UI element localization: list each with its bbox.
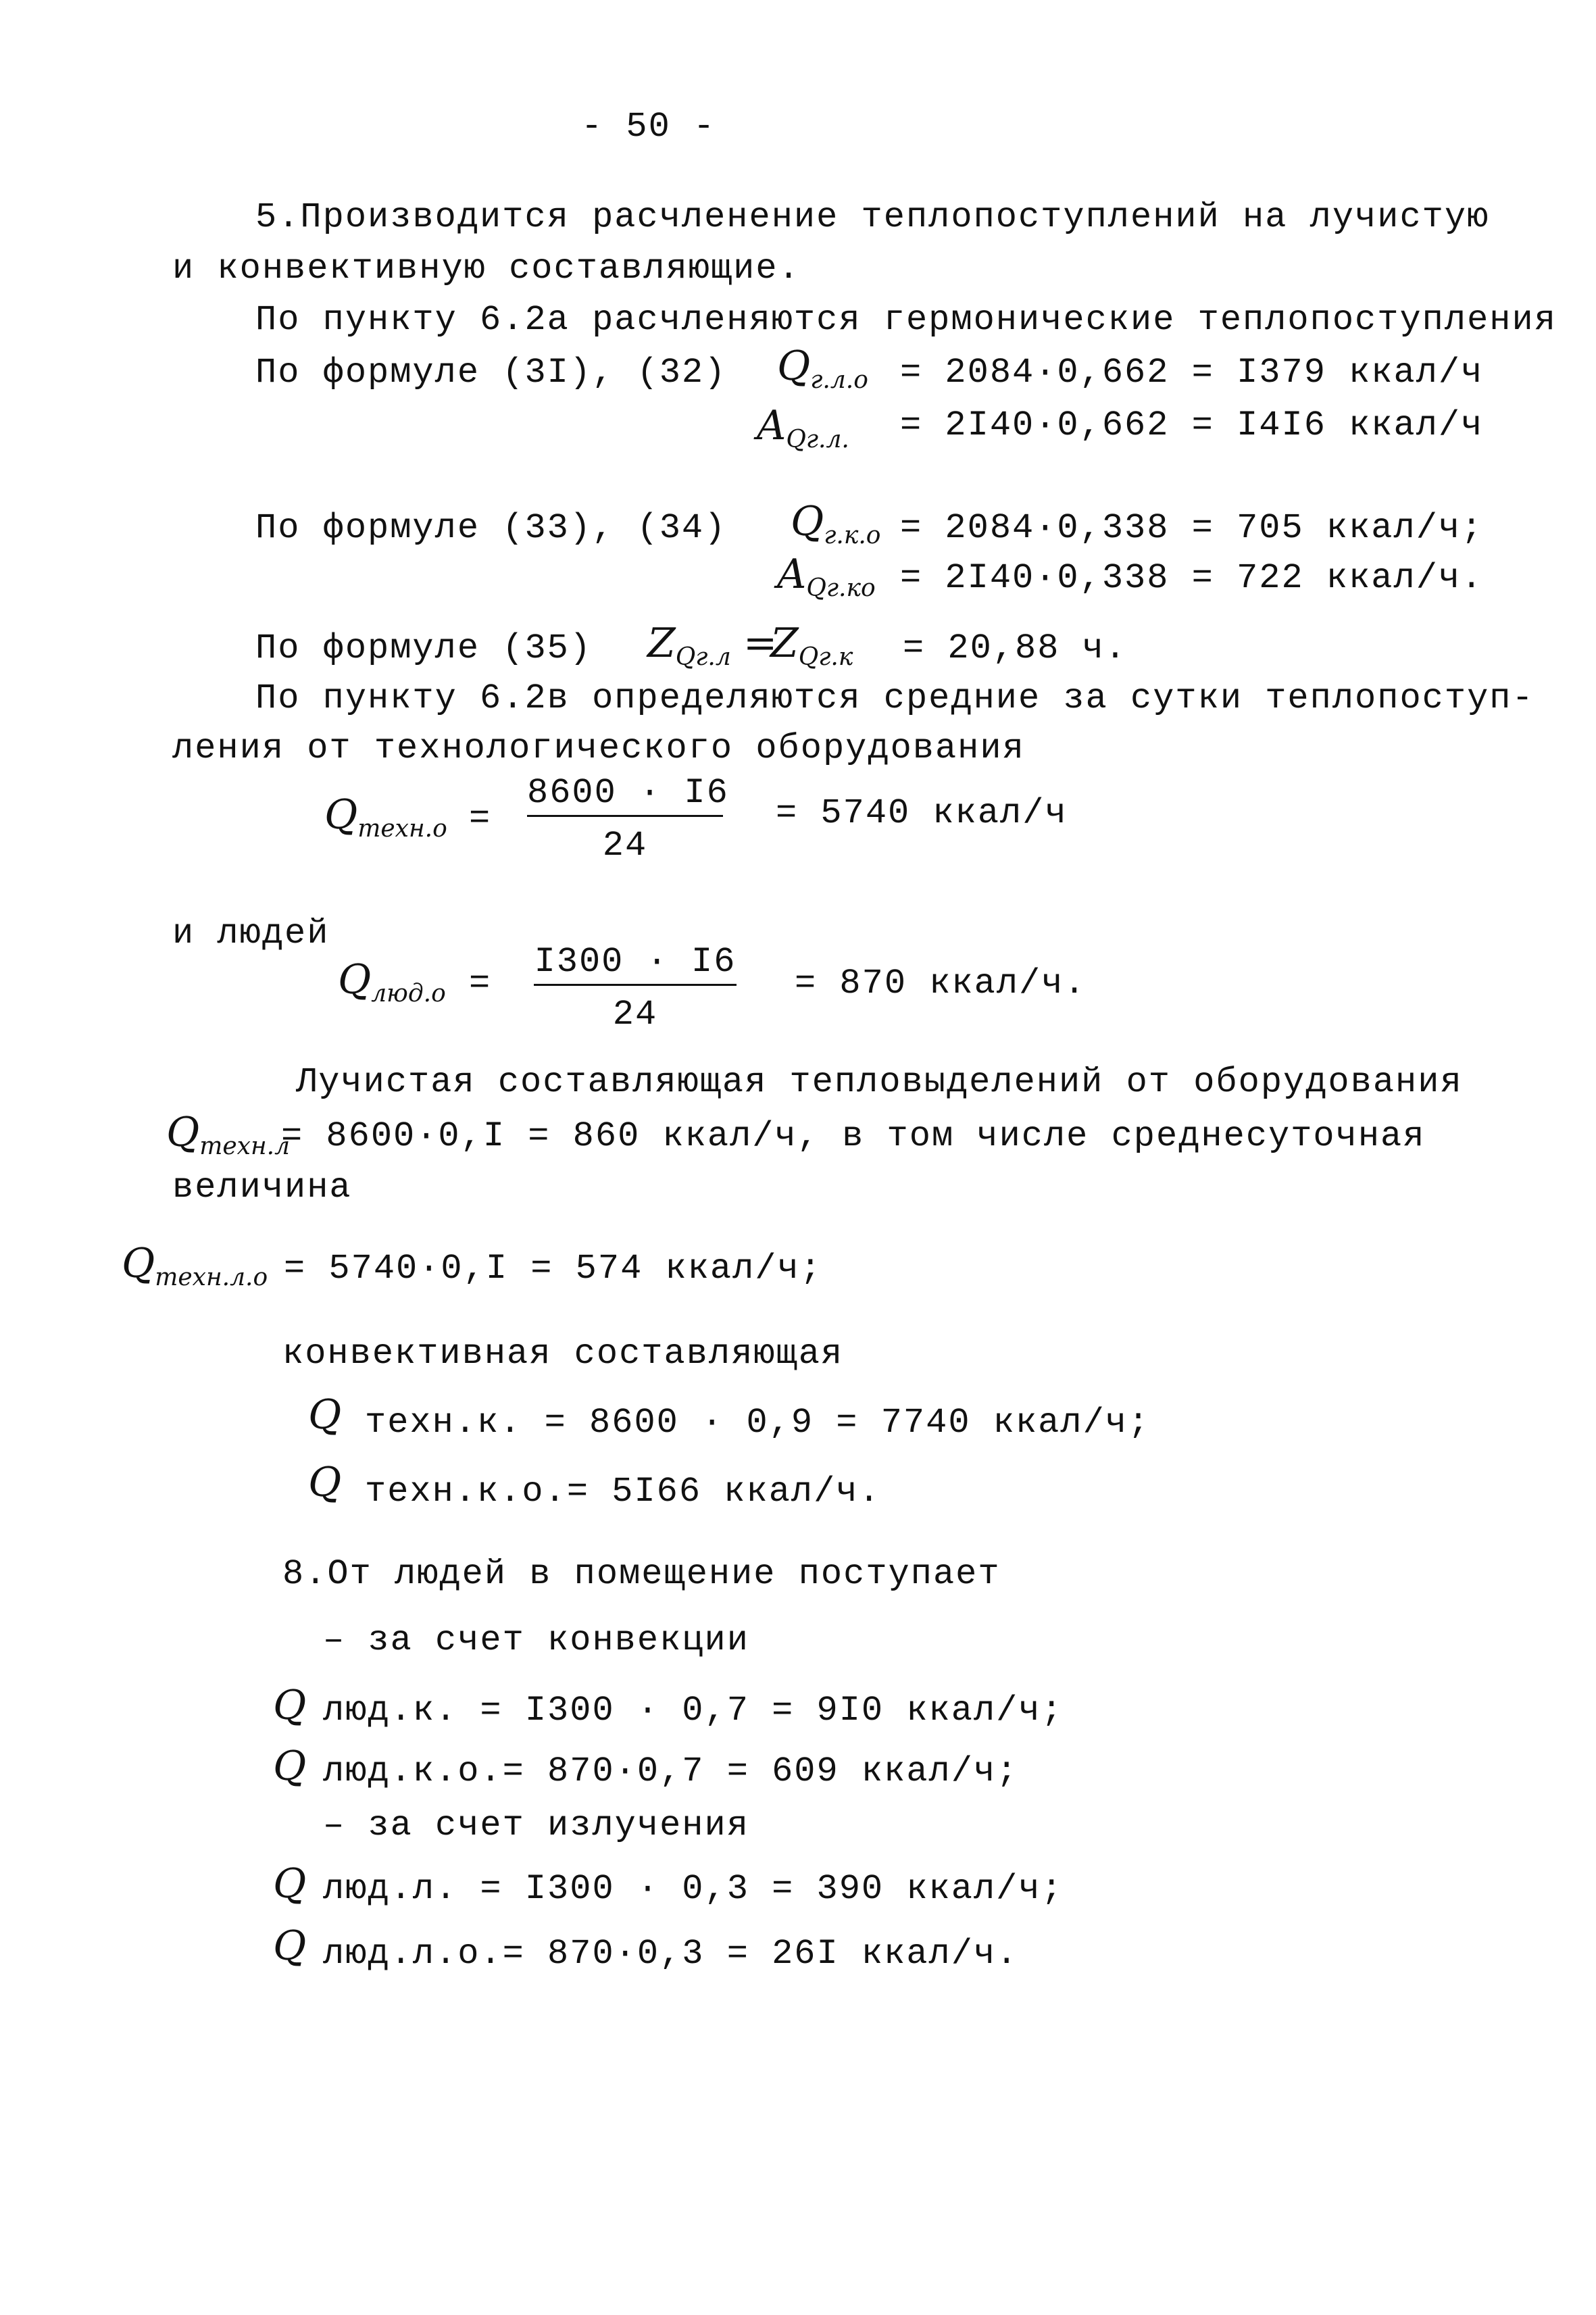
- people-fraction-result: = 870 ккал/ч.: [795, 964, 1087, 1003]
- para5-line3: По пункту 6.2а расчленяются гермонические теплопоступления: [255, 300, 1557, 340]
- formula-35-expression: = 20,88 ч.: [903, 628, 1128, 668]
- convective-row1: техн.к. = 8600 · 0,9 = 7740 ккал/ч;: [365, 1403, 1151, 1443]
- q-tech-lo-symbol: $Q_{техн.л.о}$: [122, 1240, 268, 1291]
- q-tech-ko-symbol: Q: [308, 1459, 342, 1506]
- convection-row1: люд.к. = I300 · 0,7 = 9I0 ккал/ч;: [323, 1691, 1064, 1731]
- and-people-label: и людей: [172, 914, 330, 953]
- z-gl-symbol: $Z_{Qг.л}$: [647, 620, 731, 671]
- a-qgk-expression: = 2I40·0,338 = 722 ккал/ч.: [900, 558, 1484, 598]
- q-people-o-symbol: $Q_{люд.о}$: [338, 956, 446, 1007]
- para5-line1: 5.Производится расчленение теплопоступлений на лучистую: [255, 197, 1490, 237]
- people-fraction-denominator: 24: [612, 995, 658, 1035]
- q-people-k-symbol: Q: [273, 1682, 307, 1729]
- people-fraction-numerator: I300 · I6: [534, 942, 737, 982]
- q-tech-k-symbol: Q: [308, 1391, 342, 1439]
- radiant-line1: Лучистая составляющая тепловыделений от оборудования: [296, 1062, 1463, 1102]
- q-glo-expression: = 2084·0,662 = I379 ккал/ч: [900, 353, 1484, 393]
- q-glo-symbol: $Q_{г.л.о}$: [777, 343, 868, 394]
- a-qgl-symbol: $A_{Qг.л.}$: [757, 402, 849, 453]
- a-qgk-symbol: $A_{Qг.ко}$: [777, 551, 876, 602]
- radiation-row2: люд.л.о.= 870·0,3 = 26I ккал/ч.: [323, 1934, 1019, 1974]
- radiant-line2: = 8600·0,I = 860 ккал/ч, в том числе среднесуточная: [281, 1116, 1426, 1156]
- para5-line2: и конвективную составляющие.: [172, 249, 801, 289]
- q-gko-expression: = 2084·0,338 = 705 ккал/ч;: [900, 508, 1484, 548]
- tech-fraction-bar: [527, 815, 723, 817]
- q-tech-o-equals: =: [469, 799, 492, 839]
- para6-2v-line2: ления от технологического оборудования: [172, 728, 1025, 768]
- q-people-ko-symbol: Q: [273, 1743, 307, 1790]
- a-qgl-expression: = 2I40·0,662 = I4I6 ккал/ч: [900, 405, 1484, 445]
- formula-31-32-ref: По формуле (3I), (32): [255, 353, 727, 393]
- radiant-average-expression: = 5740·0,I = 574 ккал/ч;: [284, 1249, 822, 1289]
- q-people-o-equals: =: [469, 964, 492, 1003]
- people-fraction-bar: [534, 984, 737, 986]
- radiation-row1: люд.л. = I300 · 0,3 = 390 ккал/ч;: [323, 1869, 1064, 1909]
- z-gk-symbol: $Z_{Qг.к}$: [770, 620, 853, 671]
- q-gko-symbol: $Q_{г.к.о}$: [791, 498, 881, 549]
- radiant-line3: величина: [172, 1168, 352, 1208]
- page-number: - 50 -: [581, 107, 716, 147]
- convective-row2: техн.к.о.= 5I66 ккал/ч.: [365, 1472, 881, 1512]
- q-tech-l-symbol: $Q_{техн.л}$: [166, 1109, 291, 1160]
- para8-heading: 8.От людей в помещение поступает: [282, 1554, 1001, 1594]
- q-people-lo-symbol: Q: [273, 1922, 307, 1970]
- z-equals: =: [743, 620, 778, 667]
- tech-fraction-numerator: 8600 · I6: [527, 773, 729, 813]
- para6-2v-line1: По пункту 6.2в определяются средние за сутки теплопоступ-: [255, 678, 1535, 718]
- radiation-heading: – за счет излучения: [323, 1806, 749, 1845]
- q-tech-o-symbol: $Q_{техн.о}$: [324, 791, 447, 843]
- tech-fraction-result: = 5740 ккал/ч: [776, 793, 1068, 833]
- convective-heading: конвективная составляющая: [282, 1334, 844, 1374]
- tech-fraction-denominator: 24: [602, 826, 648, 866]
- formula-35-ref: По формуле (35): [255, 628, 593, 668]
- convection-heading: – за счет конвекции: [323, 1620, 749, 1660]
- q-people-l-symbol: Q: [273, 1860, 307, 1908]
- convection-row2: люд.к.о.= 870·0,7 = 609 ккал/ч;: [323, 1751, 1019, 1791]
- formula-33-34-ref: По формуле (33), (34): [255, 508, 727, 548]
